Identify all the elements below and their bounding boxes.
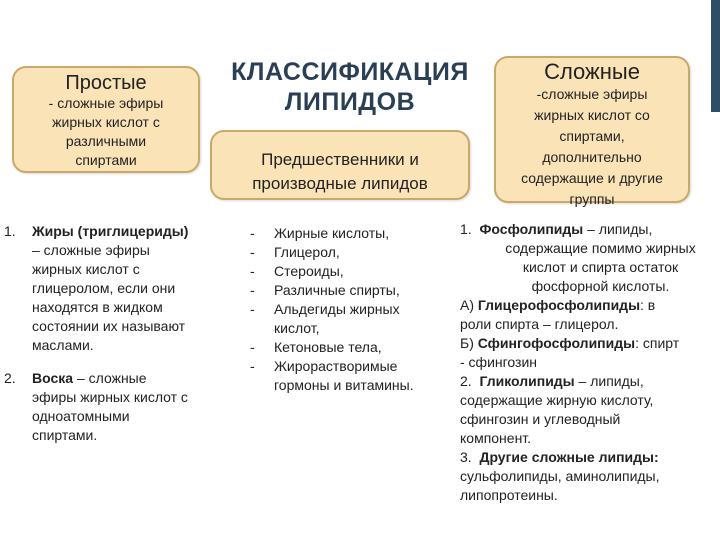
page-title: КЛАССИФИКАЦИЯ ЛИПИДОВ	[231, 58, 469, 116]
complex-lipids-box	[494, 56, 690, 207]
precursors-box	[210, 130, 470, 200]
list-item-fats: 1. Жиры (триглицериды) – сложные эфиры жирных кислот с глицеролом, если они находятся в жидком состоянии их называют маслами.	[4, 223, 189, 353]
list-item: - Кетоновые тела,	[250, 339, 382, 355]
list-item: - Альдегиды жирных кислот,	[250, 301, 400, 336]
list-item: - Жирные кислоты,	[250, 225, 390, 241]
simple-description: - сложные эфиры жирных кислот с различными спиртами	[48, 95, 164, 168]
list-item-phospholipids: 1. Фосфолипиды – липиды, содержащие помимо жирных кислот и спирта остаток фосфорной кислоты.	[460, 221, 696, 294]
accent-bar	[711, 0, 720, 112]
list-item: - Стероиды,	[250, 263, 344, 279]
simple-lipids-box	[12, 66, 200, 173]
complex-lipids-list	[460, 220, 715, 505]
list-item-sphingophospholipids: Б) Сфингофосфолипиды: спирт - сфингозин	[460, 335, 680, 370]
list-item-waxes: 2. Воска – сложные эфиры жирных кислот с одноатомными спиртами.	[4, 370, 188, 443]
precursors-heading: Предшественники и производные липидов	[252, 150, 428, 193]
simple-heading: Простые	[65, 72, 147, 94]
precursors-list	[250, 224, 440, 395]
list-item: - Различные спирты,	[250, 282, 400, 298]
complex-heading: Сложные	[544, 59, 640, 84]
simple-lipids-list	[4, 222, 214, 445]
list-item-glycolipids: 2. Гликолипиды – липиды, содержащие жирную кислоту, сфингозин и углеводный компонент.	[460, 373, 654, 446]
list-item-glycerophospholipids: А) Глицерофосфолипиды: в роли спирта – глицерол.	[460, 297, 656, 332]
list-item: - Глицерол,	[250, 244, 340, 260]
list-item: - Жирорастворимые гормоны и витамины.	[250, 358, 414, 393]
complex-description: -сложные эфиры жирных кислот со спиртами, дополнительно содержащие и другие группы	[521, 86, 663, 207]
list-item-other-complex: 3. Другие сложные липиды: сульфолипиды, аминолипиды, липопротеины.	[460, 449, 660, 503]
